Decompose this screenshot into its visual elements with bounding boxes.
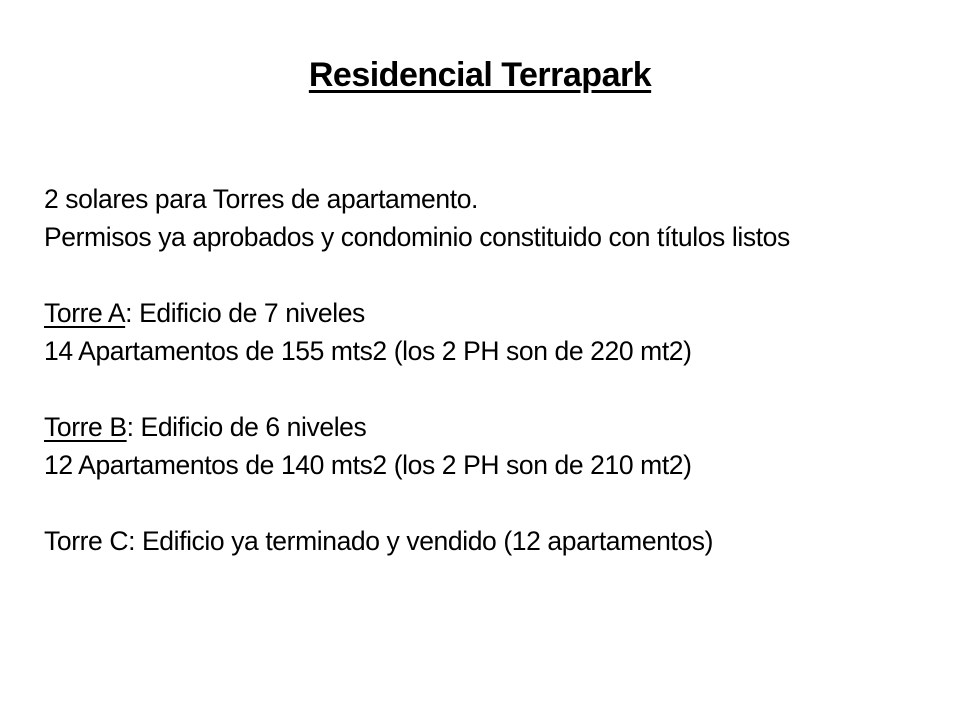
torre-b-details: 12 Apartamentos de 140 mts2 (los 2 PH son de 210 mt2): [44, 450, 692, 480]
torre-b-section: [44, 408, 930, 484]
page-title: [0, 0, 960, 95]
torre-b-label: Torre B: [44, 412, 127, 442]
intro-line-2: Permisos ya aprobados y condominio constituido con títulos listos: [44, 222, 790, 252]
torre-a-heading-rest: : Edificio de 7 niveles: [125, 298, 365, 328]
intro-section: [44, 180, 930, 256]
torre-a-label: Torre A: [44, 298, 126, 328]
intro-line-1: 2 solares para Torres de apartamento.: [44, 184, 478, 214]
torre-b-heading: [44, 408, 930, 446]
slide-body: [44, 180, 930, 598]
torre-a-section: [44, 294, 930, 370]
page-title-text: Residencial Terrapark: [308, 56, 652, 94]
torre-c-line: Torre C: Edificio ya terminado y vendido (12 apartamentos): [44, 526, 714, 556]
torre-a-details: 14 Apartamentos de 155 mts2 (los 2 PH son de 220 mt2): [44, 336, 692, 366]
torre-c-section: [44, 522, 930, 560]
torre-a-heading: [44, 294, 930, 332]
torre-b-heading-rest: : Edificio de 6 niveles: [126, 412, 367, 442]
